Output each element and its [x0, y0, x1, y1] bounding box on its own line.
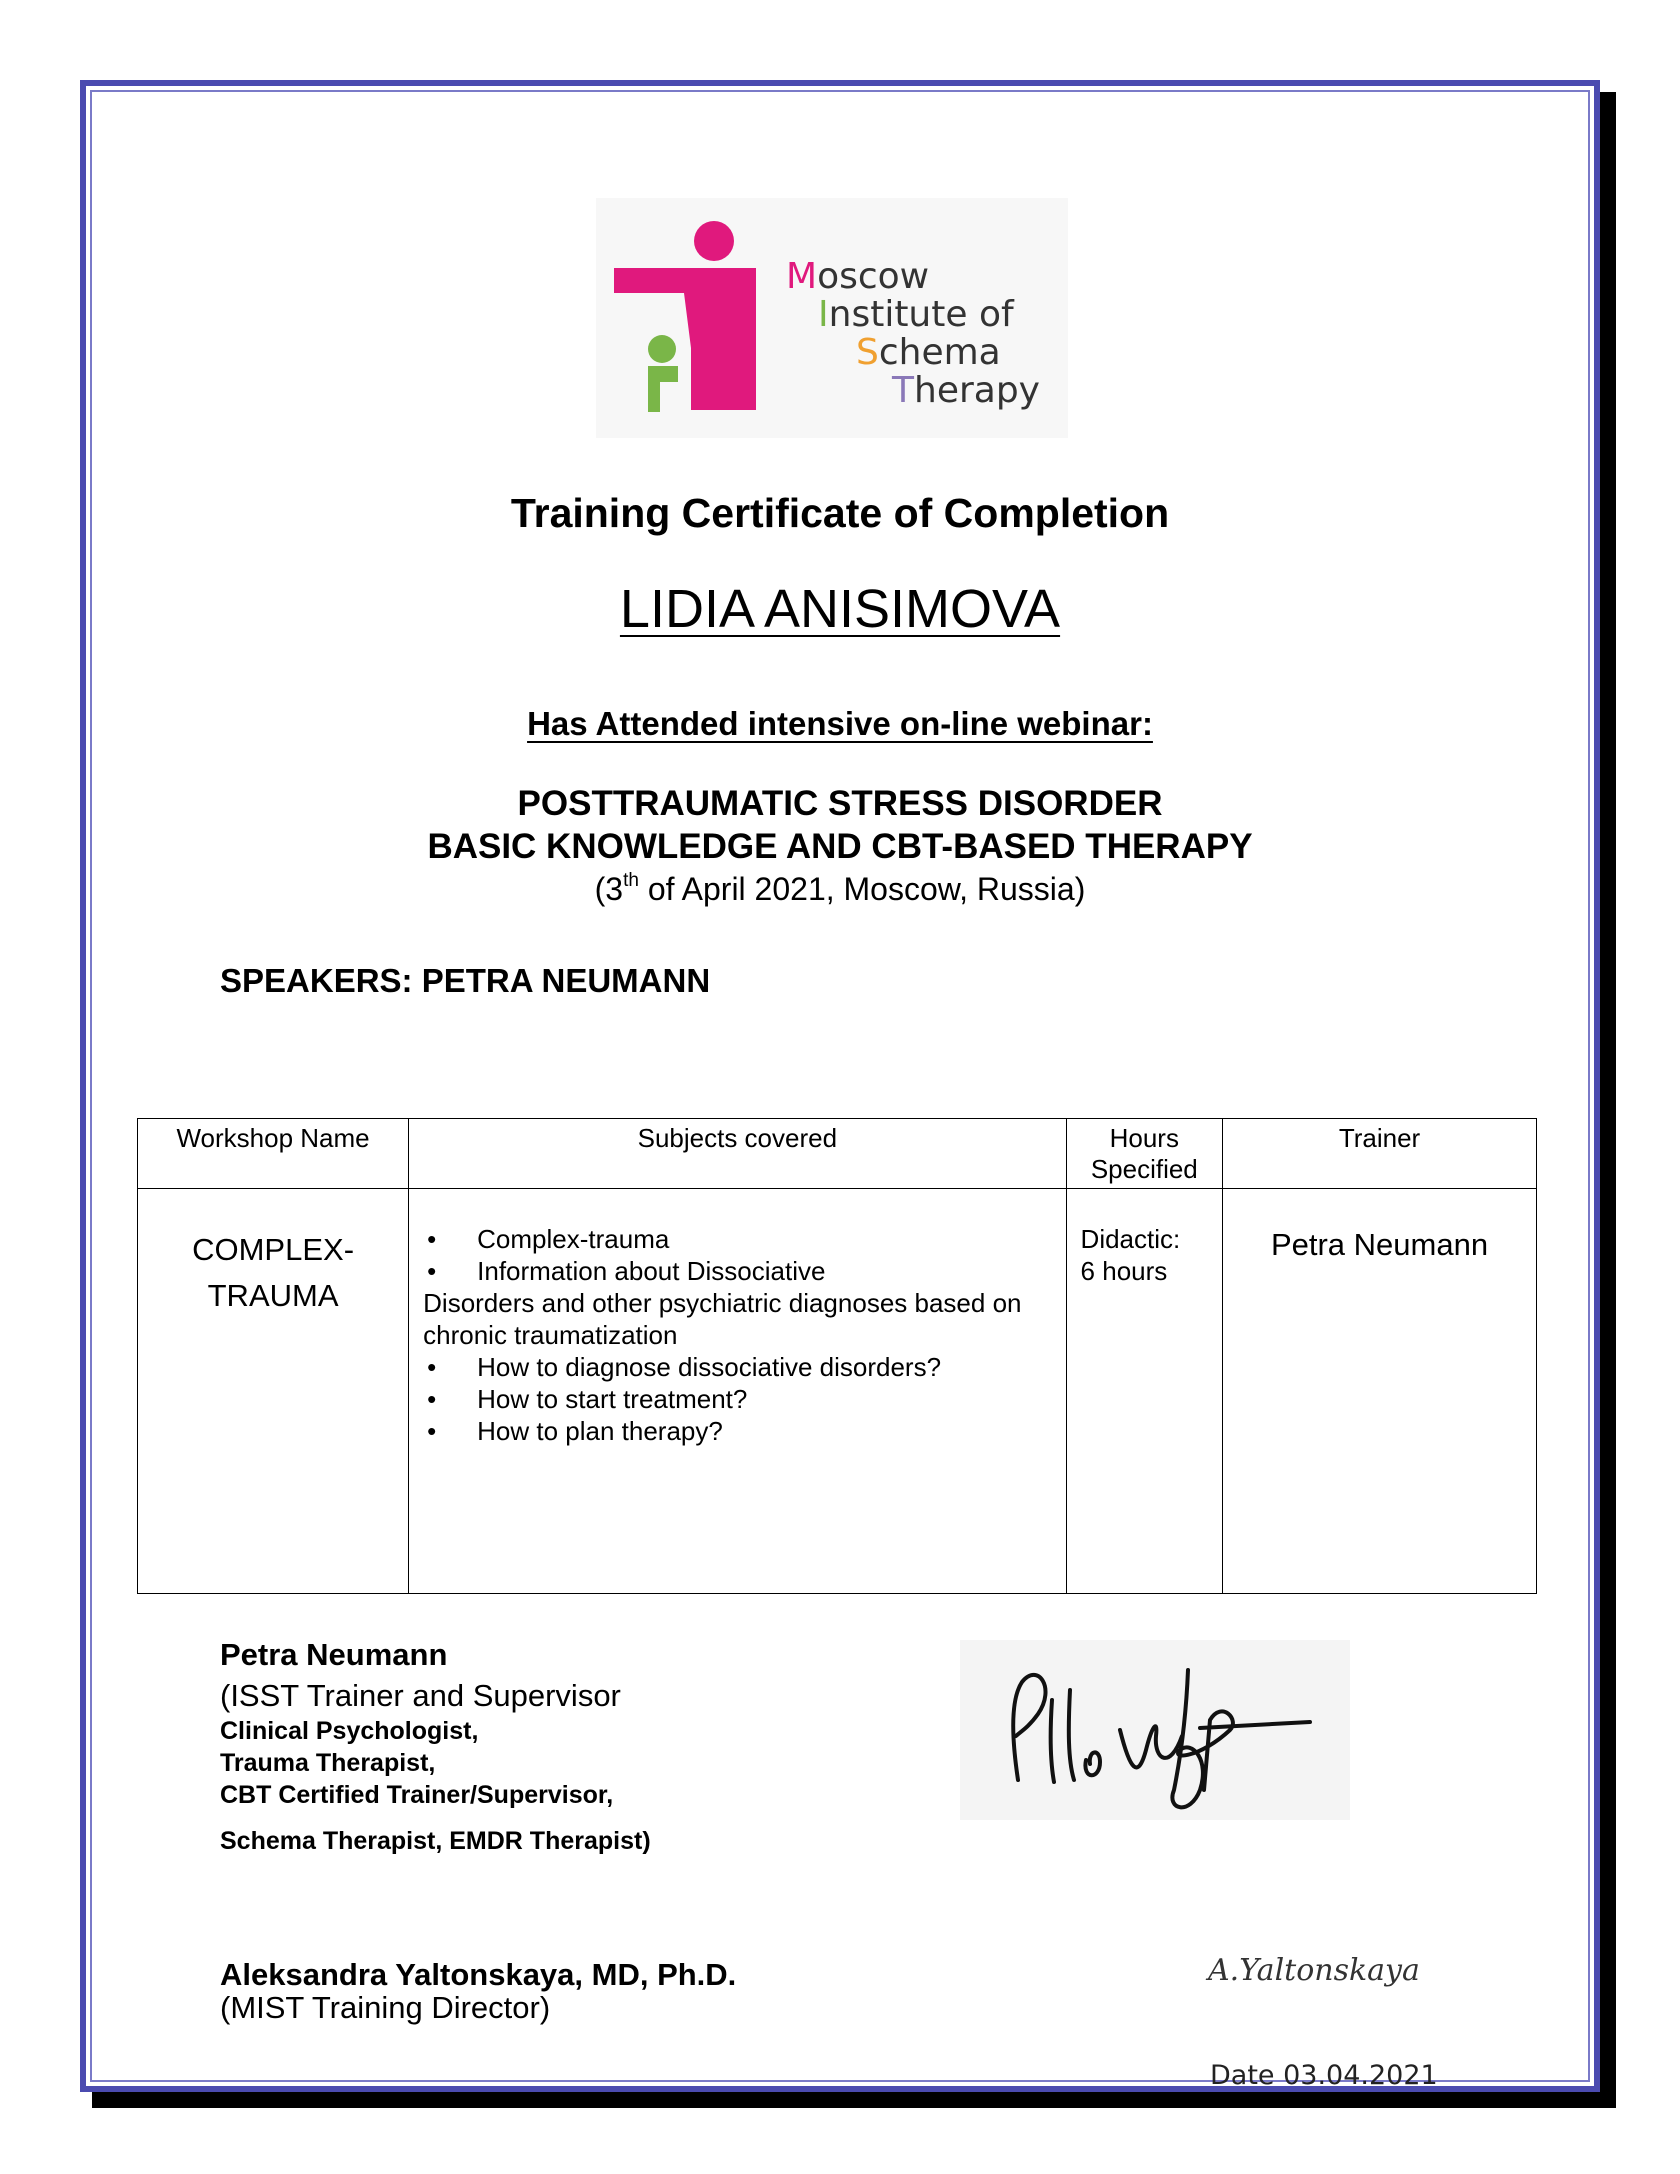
table-header-row	[138, 1119, 1537, 1189]
course-title-line1: POSTTRAUMATIC STRESS DISORDER	[517, 784, 1163, 823]
header-trainer: Trainer	[1223, 1119, 1537, 1189]
logo-figure-icon	[596, 198, 776, 438]
logo-wordmark	[786, 258, 1040, 410]
attended-heading: Has Attended intensive on-line webinar:	[527, 705, 1153, 742]
signatory1-credential: CBT Certified Trainer/Supervisor,	[220, 1781, 614, 1809]
institute-logo	[596, 198, 1068, 438]
list-item-continuation: Disorders and other psychiatric diagnoses based on	[423, 1288, 1022, 1318]
speakers-line: SPEAKERS: PETRA NEUMANN	[220, 962, 711, 999]
course-title-line2: BASIC KNOWLEDGE AND CBT-BASED THERAPY	[427, 827, 1253, 866]
signatory1-credential: Schema Therapist, EMDR Therapist)	[220, 1827, 651, 1855]
signatory2-signature: A.Yaltonskaya	[1208, 1953, 1420, 1988]
course-date: (3th of April 2021, Moscow, Russia)	[594, 870, 1086, 907]
hours-cell: Didactic: 6 hours	[1066, 1189, 1223, 1594]
recipient-name: LIDIA ANISIMOVA	[619, 579, 1061, 639]
signatory1-name: Petra Neumann	[220, 1637, 448, 1672]
workshop-name-cell: COMPLEX- TRAUMA	[138, 1189, 409, 1594]
list-item: • Complex-trauma	[427, 1224, 670, 1254]
workshop-table	[137, 1118, 1537, 1594]
handwritten-signature	[960, 1640, 1350, 1820]
header-workshop-name: Workshop Name	[138, 1119, 409, 1189]
signatory1-role: (ISST Trainer and Supervisor	[220, 1678, 621, 1713]
list-item: • How to diagnose dissociative disorders?	[427, 1352, 942, 1382]
logo-line-therapy: Therapy	[892, 370, 1040, 411]
list-item-continuation: chronic traumatization	[423, 1320, 678, 1350]
logo-line-moscow: Moscow	[786, 256, 930, 297]
list-item: • How to plan therapy?	[427, 1416, 723, 1446]
subjects-cell	[409, 1189, 1066, 1594]
signatory2-role: (MIST Training Director)	[220, 1990, 551, 2025]
signatory1-credential: Clinical Psychologist,	[220, 1717, 479, 1745]
signatory2-name: Aleksandra Yaltonskaya, MD, Ph.D.	[220, 1957, 737, 1992]
trainer-cell: Petra Neumann	[1223, 1189, 1537, 1594]
signature-icon	[960, 1640, 1350, 1820]
table-row	[138, 1189, 1537, 1594]
header-hours: Hours Specified	[1066, 1119, 1223, 1189]
list-item: • How to start treatment?	[427, 1384, 748, 1414]
header-subjects: Subjects covered	[409, 1119, 1066, 1189]
logo-line-institute: Institute of	[818, 294, 1014, 335]
signatory1-credential: Trauma Therapist,	[220, 1749, 436, 1777]
issue-date: Date 03.04.2021	[1210, 2060, 1438, 2091]
certificate-title: Training Certificate of Completion	[510, 490, 1170, 536]
list-item: • Information about Dissociative	[427, 1256, 826, 1286]
logo-line-schema: Schema	[856, 332, 1001, 373]
